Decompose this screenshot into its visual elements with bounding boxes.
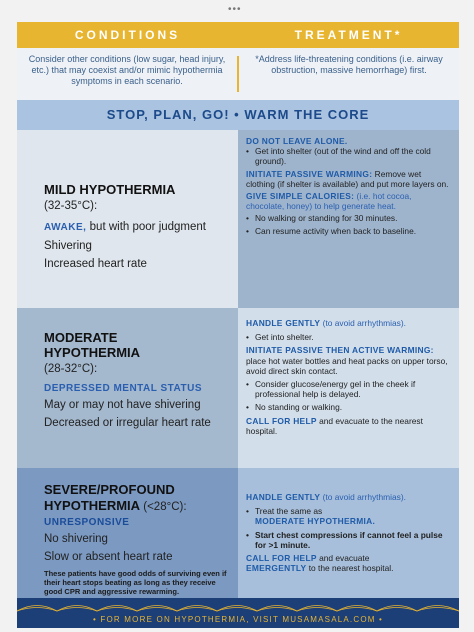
treatment-step: CALL FOR HELP and evacuate EMERGENTLY to the nearest hospital. <box>246 553 394 574</box>
severe-conditions <box>17 468 238 598</box>
moderate-title: MODERATE <box>44 330 118 345</box>
moderate-conditions <box>17 308 238 468</box>
mild-awake: AWAKE, but with poor judgment <box>44 221 206 233</box>
subheader <box>17 48 459 100</box>
mild-conditions <box>17 130 238 308</box>
mild-symptom: Shivering <box>44 240 92 252</box>
hypothermia-chart <box>17 22 459 628</box>
treatment-step: INITIATE PASSIVE WARMING: Remove wet clothing (if shelter is available) and put more layers on. <box>246 168 449 189</box>
treatment-step: HANDLE GENTLY (to avoid arrhythmias). <box>246 492 406 502</box>
treatment-step: • Treat the same as MODERATE HYPOTHERMIA. <box>246 506 376 527</box>
footer-text: • FOR MORE ON HYPOTHERMIA, VISIT MUSAMASALA.COM • <box>92 615 384 624</box>
severe-title: SEVERE/PROFOUND <box>44 482 175 497</box>
treatment-step: CALL FOR HELP and evacuate to the nearest hospital. <box>246 415 423 436</box>
treatment-step: • Can resume activity when back to baseline. <box>246 225 417 236</box>
header-bar <box>17 22 459 48</box>
mild-temp: (32-35°C): <box>44 200 98 212</box>
treatment-heading: TREATMENT* <box>294 28 403 42</box>
moderate-temp: (28-32°C): <box>44 363 98 375</box>
treatment-step: • Start chest compressions if cannot feel a pulse for >1 minute. <box>246 529 443 550</box>
stop-plan-go-band: STOP, PLAN, GO! • WARM THE CORE <box>17 100 459 130</box>
conditions-heading: CONDITIONS <box>74 28 181 42</box>
treatment-step: • No standing or walking. <box>246 402 343 413</box>
severe-treatment <box>238 468 459 598</box>
moderate-symptom: May or may not have shivering <box>44 399 201 411</box>
treatment-step: DO NOT LEAVE ALONE. <box>246 136 348 146</box>
treatment-step: INITIATE PASSIVE THEN ACTIVE WARMING: place hot water bottles and heat packs on upper torso, avoid direct skin contact. <box>246 345 448 376</box>
more-dots-icon[interactable]: ••• <box>228 4 242 15</box>
moderate-treatment <box>238 308 459 468</box>
severe-note: These patients have good odds of surviving even if their heart stops beating as long as they receive good CPR and aggressive rewarming. <box>44 569 227 596</box>
moderate-symptom: Decreased or irregular heart rate <box>44 417 211 429</box>
mild-symptom: Increased heart rate <box>44 258 147 270</box>
mild-row <box>17 130 459 308</box>
severe-title: HYPOTHERMIA (<28°C): <box>44 498 187 513</box>
footer <box>17 598 459 628</box>
treatment-note: *Address life-threatening conditions (i.e. airway obstruction, massive hemorrhage) first. <box>255 54 443 75</box>
treatment-step: GIVE SIMPLE CALORIES: (i.e. hot cocoa, chocolate, honey) to help generate heat. <box>246 191 412 212</box>
severe-row <box>17 468 459 598</box>
severe-symptom: Slow or absent heart rate <box>44 551 173 563</box>
treatment-step: • Get into shelter. <box>246 332 314 343</box>
moderate-title: HYPOTHERMIA <box>44 345 141 360</box>
severe-symptom: No shivering <box>44 533 108 545</box>
moderate-row <box>17 308 459 468</box>
mild-treatment <box>238 130 459 308</box>
ornament-icon <box>17 598 459 612</box>
treatment-step: • Get into shelter (out of the wind and off the cold ground). <box>246 146 431 167</box>
treatment-step: • Consider glucose/energy gel in the cheek if professional help is delayed. <box>246 379 416 400</box>
moderate-status: DEPRESSED MENTAL STATUS <box>44 383 202 394</box>
treatment-step: HANDLE GENTLY (to avoid arrhythmias). <box>246 318 406 328</box>
treatment-step: • No walking or standing for 30 minutes. <box>246 213 398 224</box>
mild-title: MILD HYPOTHERMIA <box>44 182 176 197</box>
conditions-note: Consider other conditions (low sugar, head injury, etc.) that may coexist and/or mimic hypothermia symptoms in each scenario. <box>28 54 226 86</box>
severe-status: UNRESPONSIVE <box>44 517 130 528</box>
